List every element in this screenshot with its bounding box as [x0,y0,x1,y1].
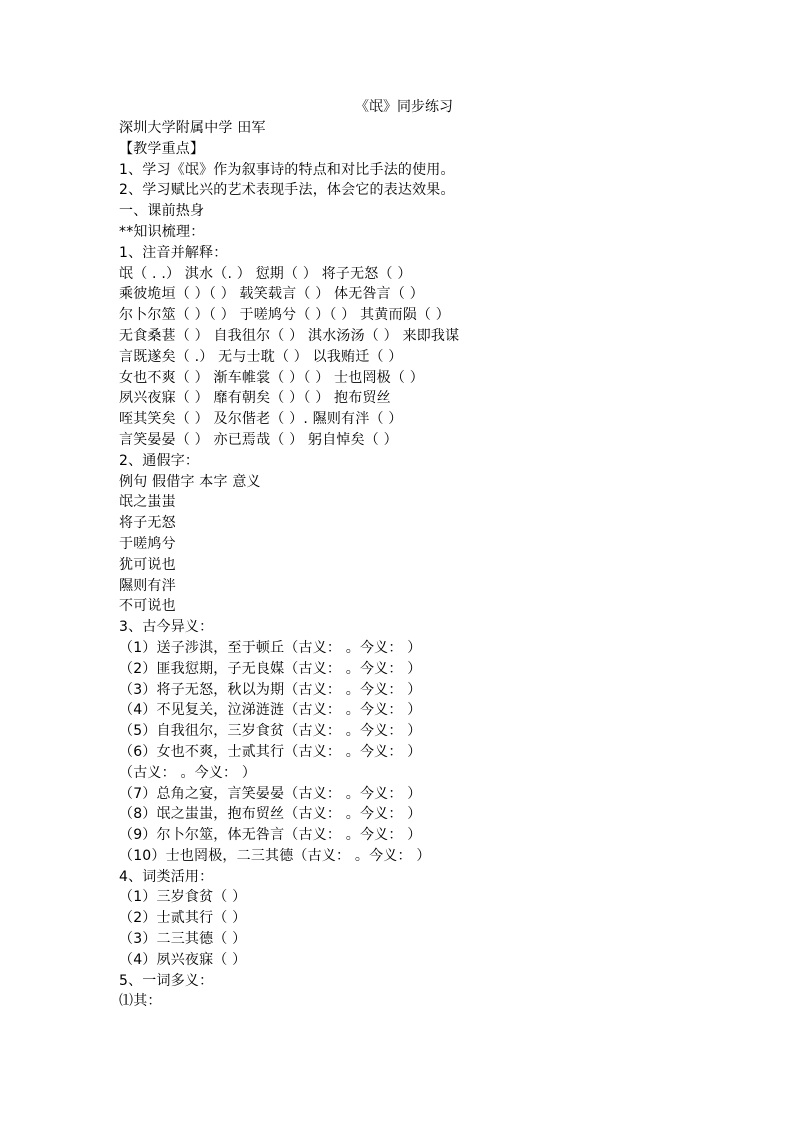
text-line: 言笑晏晏（ ） 亦已焉哉（ ） 躬自悼矣（ ） [119,431,398,448]
text-line: （8）氓之蚩蚩，抱布贸丝（古义： 。今义： ） [119,806,422,823]
text-line: （2）匪我愆期，子无良媒（古义： 。今义： ） [119,660,422,677]
text-line: 犹可说也 [119,556,176,573]
text-line: 乘彼垝垣（ ）（ ） 载笑载言（ ） 体无咎言（ ） [119,286,424,303]
text-line: 于嗟鸠兮 [119,535,176,552]
text-line: 尔卜尔筮（ ）（ ） 于嗟鸠兮（ ）（ ） 其黄而陨（ ） [119,307,450,324]
text-line: 将子无怒 [119,515,176,532]
text-line: 5、一词多义： [119,972,214,989]
text-line: （4）夙兴夜寐（ ） [119,951,247,968]
text-line: 隰则有泮 [119,577,176,594]
text-line: 无食桑葚（ ） 自我徂尔（ ） 淇水汤汤（ ） 来即我谋 [119,327,460,344]
text-line: （3）二三其德（ ） [119,931,247,948]
text-line: （4）不见复关，泣涕涟涟（古义： 。今义： ） [119,702,422,719]
text-line: 深圳大学附属中学 田军 [119,120,266,136]
text-line: （1）送子涉淇，至于顿丘（古义： 。今义： ） [119,639,422,656]
text-line: 言既遂矣（ .） 无与士耽（ ） 以我贿迁（ ） [119,348,403,365]
text-line: 【教学重点】 [119,140,205,157]
text-line: 例句 假借字 本字 意义 [119,473,261,490]
text-line: （1）三岁食贫（ ） [119,889,247,906]
text-line: 咥其笑矣（ ） 及尔偕老（ ）. 隰则有泮（ ） [119,411,403,428]
text-line: 2、通假字： [119,452,200,469]
text-line: （3）将子无怒，秋以为期（古义： 。今义： ） [119,681,422,698]
text-line: 夙兴夜寐（ ） 靡有朝矣（ ）（ ） 抱布贸丝 [119,390,391,407]
text-line: 4、词类活用： [119,868,214,885]
text-line: 不可说也 [119,598,176,615]
text-line: 1、注音并解释： [119,244,228,261]
document-body [119,118,459,1012]
text-line: 1、学习《氓》作为叙事诗的特点和对比手法的使用。 [119,161,455,178]
text-line: （7）总角之宴，言笑晏晏（古义： 。今义： ） [119,785,422,802]
text-line: 一、课前热身 [119,203,205,220]
text-line: 氓（ . .） 淇水（. ） 愆期（ ） 将子无怒（ ） [119,265,412,282]
text-line: （5）自我徂尔，三岁食贫（古义： 。今义： ） [119,723,422,740]
text-line: （古义： 。今义： ） [119,764,257,781]
text-line: 女也不爽（ ） 渐车帷裳（ ）（ ） 士也罔极（ ） [119,369,424,386]
text-line: 氓之蚩蚩 [119,494,176,511]
text-line: （2）士贰其行（ ） [119,910,247,927]
text-line: **知识梳理： [119,223,205,240]
text-line: （9）尔卜尔筮，体无咎言（古义： 。今义： ） [119,827,422,844]
text-line: （10）士也罔极，二三其德（古义： 。今义： ） [119,847,431,864]
page-title: 《氓》同步练习 [355,99,453,115]
text-line: ⑴其： [119,993,162,1010]
text-line: （6）女也不爽，士贰其行（古义： 。今义： ） [119,743,422,760]
text-line: 2、学习赋比兴的艺术表现手法，体会它的表达效果。 [119,182,455,199]
text-line: 3、古今异义： [119,619,214,636]
